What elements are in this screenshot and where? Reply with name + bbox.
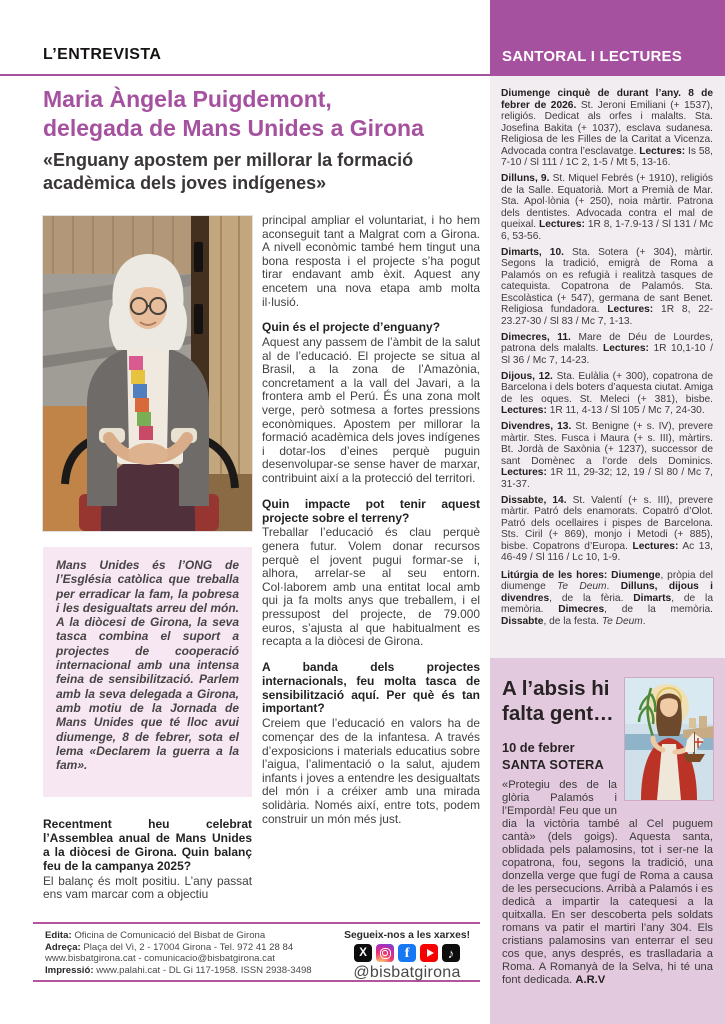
question-2: Quin és el projecte d’enguany? [262,320,441,335]
footer [33,922,480,982]
footer-line [45,965,312,977]
santoral-entry [501,332,713,367]
social-icons [344,944,470,962]
article-title-line1: Maria Àngela Puigdemont, [43,86,332,112]
santoral-entry [501,371,713,417]
santoral-entry [501,247,713,328]
answer-4: Creiem que l’educació en valors ha de començar des de la infantesa. A través d’exposicions i materials educatius sobre l’aigua, l’alimentació o la salut, ajudem infants i joves a entendre les desigualtats del món i a créixer amb una mirada solidària. Només així, entre tots, podem construir un món més just. [262,716,480,826]
absis-section [490,658,725,1024]
santoral-lectures-label: Lectures: [632,540,679,552]
santoral-text: Mare de Déu de Lourdes, patrona dels malalts. [501,331,713,354]
answer-2: Aquest any passem de l’àmbit de la salut al de l’educació. El projecte se situa al Brasil, a la zona de l’Amazònia, concretament a la vall del Javari, a la frontera amb el Perú. És una zona molt verge, però sotmesa a fortes pressions econòmiques. Apostem per millorar la formació acadèmica dels joves indígenes i dotar-los d’eines perquè puguin desenvolupar-se sense haver de marxar, contribuint així a la protecció del territori. [262,335,480,485]
santoral-day: Divendres, 13. [501,421,572,432]
santoral-day: Dilluns, 9. [501,173,550,184]
santoral-day: Dimecres, 11. [501,331,571,343]
santoral-entry [501,88,713,169]
santoral-text: St. Valentí (+ s. III), prevere màrtir. Patró dels enamorats. Copatró d’Olot. Patró dels ocellaires i pispes de Barcelona. Sts. Ciril (+ 869), monjo i Metodi (+ 885), bisbe. Copatrons d’Europa. [501,494,713,552]
santoral-text: Sta. Eulàlia (+ 300), copatrona de Barcelona i dels boters d’aquesta ciutat. Amiga de les oques. St. Meleci (+ 381), bisbe. [501,370,714,405]
santa-sotera-illustration [625,678,713,800]
footer-line-text: Plaça del Vi, 2 - 17004 Girona - Tel. 972 41 28 84 [80,941,294,953]
santoral-lectures-label: Lectures: [501,467,547,478]
santoral-lectures-label: Lectures: [639,145,686,157]
absis-title: A l’absis hi falta gent… [502,677,614,725]
absis-saint-name: SANTA SOTERA [502,756,604,772]
santoral-day: Dimarts, 10. [501,246,564,258]
santoral-lectures-label: Lectures: [607,304,654,315]
question-1: Recentment heu celebrat l’Assemblea anual de Mans Unides a la diòcesi de Girona. Quin balanç feu de la campanya 2025? [43,817,252,873]
santoral-lectures-label: Lectures: [603,343,649,354]
interview-photo-illustration [43,216,252,531]
answer-3: Treballar l’educació és clau perquè genera futur. Volem donar recursos perquè el jovent pugui formar-se i, alhora, arrelar-se al seu entorn. Col·laborem amb una entitat local amb qui ja fa molts anys que treballem, i el pressupost del projecte, de 79.000 euros, s’ajusta al que habitualment es recapta a la diòcesi de Girona. [262,525,480,649]
footer-info [45,930,312,980]
absis-signature: A.R.V [575,974,606,986]
instagram-icon [376,944,394,962]
santoral-entry [501,173,713,242]
answer-1-start: El balanç és molt positiu. L’any passat ens vam marcar com a objectiu [43,873,252,902]
santoral-day: Dijous, 12. [501,370,553,382]
intro-body: és l’ONG de l’Església catòlica que treballa per erradicar la fam, la pobresa i les desigualtats arreu del món. A la diòcesi de Girona, la seva tasca combina el suport a projectes de cooperació internacional amb una intensa feina de sensibilització. Parlem amb la seva delegada a Girona, amb motiu de la Jornada de Mans Unides que té lloc avui diumenge, 8 de febrer, sota el lema «Declarem la guerra a la fam». [56,558,239,773]
youtube-icon [420,944,438,962]
santoral-lectures: 1R 11, 4-13 / Sl 105 / Mc 7, 24-30. [549,405,705,416]
section-label: L’ENTREVISTA [43,46,162,63]
social-handle: @bisbatgirona [353,964,461,981]
x-icon [354,944,372,962]
social-title: Segueix-nos a les xarxes! [344,930,470,941]
santoral-lectures: 1R 11, 29-32; 12, 19 / Sl 80 / Mc 7, 31-37. [501,467,713,490]
footer-line-label: Adreça: [45,941,81,953]
santoral-lectures: Ac 13, 46-49 / Sl 116 / Lc 10, 1-9. [501,540,713,563]
facebook-icon [398,944,416,962]
article-subtitle: «Enguany apostem per millorar la formació acadèmica dels joves indígenes» [43,150,414,193]
interview-photo [43,216,252,531]
footer-line-label: Edita: [45,930,72,941]
absis-body-text: «Protegiu des de la glòria Palamós i l’Empordà! Feu que un dia la victòria també al Cel puguem cantà» (dels goigs). Aquesta santa, oblidada pels palamosins, tot i ser-ne la copatrona, fou, segons la tradició, una donzella verge que fugí de Roma a causa de les persecucions. Arribà a Palamós i es dedicà a impartir la catequesi a la quitxalla. En ser descoberta pels soldats romans va patir el martiri l’any 304. Els cristians palamosins van enterrar el seu cos que, anys després, es traslladaria a Roma. A Romanyà de la Selva, hi té una font dedicada. [502,779,713,986]
santoral-lectures: Is 58, 7-10 / Sl 111 / 1C 2, 1-5 / Mt 5, 13-16. [501,145,713,168]
santoral-lectures: 1R 8, 22-23.27-30 / Sl 83 / Mc 7, 1-13. [501,304,713,327]
intro-paragraph [56,558,239,772]
santoral-lectures-label: Lectures: [501,405,547,416]
article-title [43,85,495,143]
absis-body [502,779,713,987]
santoral-text: Sta. Sotera (+ 304), màrtir. Segons la tradició, emigrà de Roma a Palamós on es refugià i realitzà tasques de catequista. Copatrona de Palamós. Sta. Escolàstica (+ 547), germana de sant Benet. Religiosa fundadora. [501,246,713,315]
santoral-day: Diumenge cinquè de durant l’any. 8 de febrer de 2026. [501,88,713,111]
santoral-lectures-label: Lectures: [539,219,585,230]
question-3: Quin impacte pot tenir aquest projecte sobre el terreny? [262,496,480,525]
footer-line-label: Impressió: [45,964,94,976]
tiktok-icon [442,944,460,962]
santoral-lectures: 1R 10,1-10 / Sl 36 / Mc 7, 14-23. [501,343,713,366]
santoral-lectures: 1R 8, 1-7.9-13 / Sl 131 / Mc 6, 53-56. [501,219,713,242]
sidebar-header [490,0,725,76]
answer-1-continued: principal ampliar el voluntariat, i ho hem aconseguit tant a Malgrat com a Girona. A nivell econòmic també hem tingut una bona resposta i el projecte s’ha pogut tirar endavant amb èxit. Aquest any encetem una nova etapa amb molta il·lusió. [262,213,480,309]
footer-line [45,953,312,965]
santoral-list [501,88,713,564]
article-column-left [43,818,252,902]
santoral-entry [501,421,713,490]
absis-date: 10 de febrer [502,740,575,755]
footer-line [45,930,312,942]
santoral-text: St. Miquel Febrés (+ 1910), religiós de la Salle. Equatorià. Mort a Premià de Mar. Sta. Apol·lònia (+ 250), noia màrtir. Patrona dels dentistes. Advocada contra el mal de queixal. [501,173,713,230]
question-4: A banda dels projectes internacionals, feu molta tasca de sensibilització aquí. Per què és tan important? [262,659,480,716]
sidebar-header-label: SANTORAL I LECTURES [502,48,682,65]
article-title-line2: delegada de Mans Unides a Girona [43,115,424,141]
intro-box [43,547,252,797]
footer-social [344,930,474,980]
santoral-text: St. Benigne (+ s. IV), prevere màrtir. Stes. Fusca i Maura (+ s. III), màrtirs. Bt. Jordà de Saxònia (+ 1237), successor de sant Domènec a l’orde dels Dominics. [501,421,713,467]
santoral-section [490,76,725,658]
santa-sotera-image [625,678,713,800]
santoral-entry [501,495,713,564]
footer-line [45,942,312,954]
footer-line-text: www.palahi.cat - DL Gi 117-1958. ISSN 2938-3498 [93,964,312,976]
footer-line-text: www.bisbatgirona.cat - comunicacio@bisbatgirona.cat [45,953,275,964]
intro-lead: Mans Unides [56,558,140,572]
santoral-text: St. Jeroni Emiliani (+ 1537), religiós. Dedicat als orfes i malalts. Sta. Josefina Bakita (+ 1037), esclava sudanesa. Religiosa de les Filles de la Caritat a Vicenza. Advocada contra l’esclavatge. [501,99,713,157]
liturgy-paragraph: Litúrgia de les hores: Diumenge, pròpia del diumenge Te Deum. Dilluns, dijous i divendres, de la fèria. Dimarts, de la memòria. Dimecres, de la memòria. Dissabte, de la festa. Te Deum. [501,569,714,627]
santoral-day: Dissabte, 14. [501,494,567,506]
footer-line-text: Oficina de Comunicació del Bisbat de Girona [71,930,266,941]
article-column-middle [262,214,480,826]
